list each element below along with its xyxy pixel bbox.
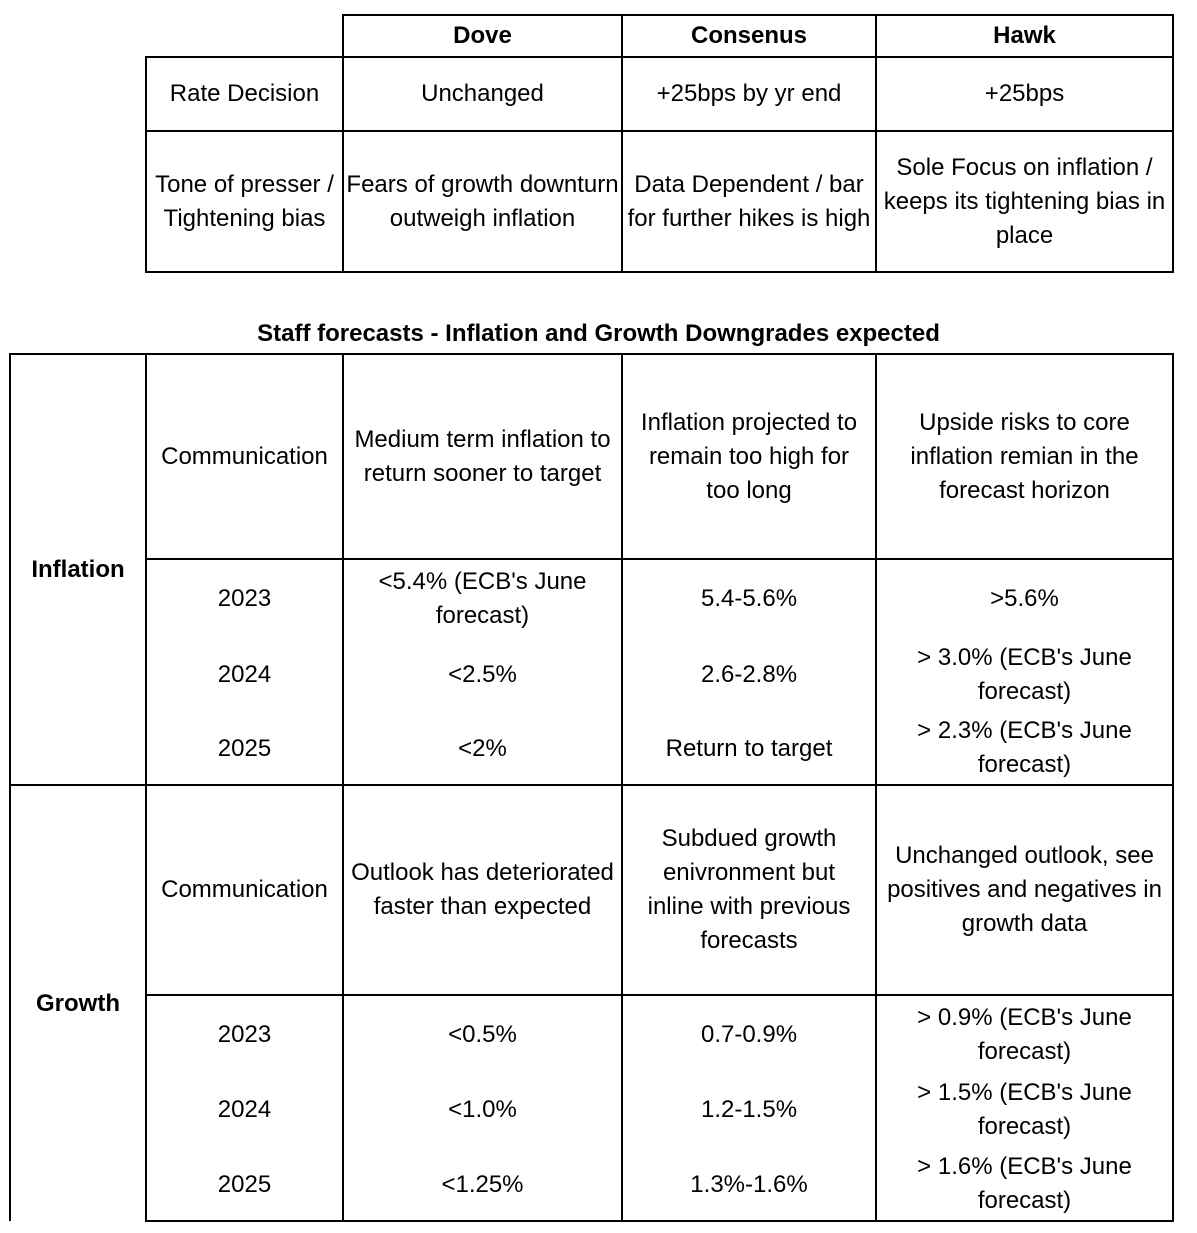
growth-year-2025: 2025 xyxy=(217,1171,272,1198)
growth-2024-dove: <1.0% xyxy=(448,1096,517,1123)
inflation-communication-hawk: Upside risks to core inflation remian in the forecast horizon xyxy=(910,408,1139,504)
tone-dove: Fears of growth downturn outweigh inflation xyxy=(346,170,619,232)
growth-2025-dove: <1.25% xyxy=(441,1171,524,1198)
inflation-2024-dove: <2.5% xyxy=(448,661,517,688)
forecast-table-border xyxy=(145,994,1174,996)
top-table-border xyxy=(145,271,1174,273)
growth-communication-hawk: Unchanged outlook, see positives and negatives in growth data xyxy=(887,842,1162,937)
growth-communication-dove: Outlook has deteriorated faster than expected xyxy=(351,859,614,920)
header-dove: Dove xyxy=(453,22,512,49)
rate-decision-hawk: +25bps xyxy=(984,80,1065,107)
section-title: Staff forecasts - Inflation and Growth Downgrades expected xyxy=(257,320,940,347)
inflation-year-2023: 2023 xyxy=(217,585,272,612)
growth-2025-hawk: > 1.6% (ECB's June forecast) xyxy=(917,1153,1132,1214)
inflation-communication-dove: Medium term inflation to return sooner to target xyxy=(354,425,611,487)
growth-communication-consensus: Subdued growth enivronment but inline with previous forecasts xyxy=(647,825,851,954)
section-label-growth: Growth xyxy=(36,990,120,1017)
growth-year-2023: 2023 xyxy=(217,1021,272,1048)
inflation-2024-hawk: > 3.0% (ECB's June forecast) xyxy=(917,644,1132,705)
growth-2023-dove: <0.5% xyxy=(448,1021,517,1048)
growth-2025-consensus: 1.3%-1.6% xyxy=(690,1171,808,1198)
growth-2023-hawk: > 0.9% (ECB's June forecast) xyxy=(917,1004,1132,1065)
growth-2024-hawk: > 1.5% (ECB's June forecast) xyxy=(917,1079,1132,1140)
inflation-2025-dove: <2% xyxy=(458,735,507,762)
header-consensus: Consenus xyxy=(690,22,807,49)
inflation-2025-consensus: Return to target xyxy=(665,735,833,762)
row-label-tone: Tone of presser / Tightening bias xyxy=(155,170,334,232)
forecast-table-border xyxy=(145,558,1174,560)
forecast-table-border xyxy=(1172,353,1174,1222)
inflation-2023-consensus: 5.4-5.6% xyxy=(700,585,798,612)
inflation-2024-consensus: 2.6-2.8% xyxy=(700,661,798,688)
rate-decision-dove: Unchanged xyxy=(421,80,544,107)
inflation-communication-consensus: Inflation projected to remain too high for too long xyxy=(640,408,858,504)
tone-hawk: Sole Focus on inflation / keeps its tightening bias in place xyxy=(883,153,1166,249)
growth-2023-consensus: 0.7-0.9% xyxy=(700,1021,798,1048)
section-label-inflation: Inflation xyxy=(31,555,125,583)
rate-decision-consensus: +25bps by yr end xyxy=(656,80,842,107)
inflation-year-2025: 2025 xyxy=(217,735,272,762)
top-table-border xyxy=(1172,14,1174,273)
growth-communication-label: Communication xyxy=(161,876,328,903)
inflation-year-2024: 2024 xyxy=(217,661,272,688)
header-hawk: Hawk xyxy=(993,22,1056,49)
inflation-2025-hawk: > 2.3% (ECB's June forecast) xyxy=(917,717,1132,778)
tone-consensus: Data Dependent / bar for further hikes is high xyxy=(627,170,871,232)
row-label-rate-decision: Rate Decision xyxy=(169,80,320,107)
inflation-communication-label: Communication xyxy=(161,442,328,470)
inflation-2023-dove: <5.4% (ECB's June forecast) xyxy=(378,568,587,629)
inflation-2023-hawk: >5.6% xyxy=(990,585,1059,612)
growth-year-2024: 2024 xyxy=(217,1096,272,1123)
growth-2024-consensus: 1.2-1.5% xyxy=(700,1096,798,1123)
